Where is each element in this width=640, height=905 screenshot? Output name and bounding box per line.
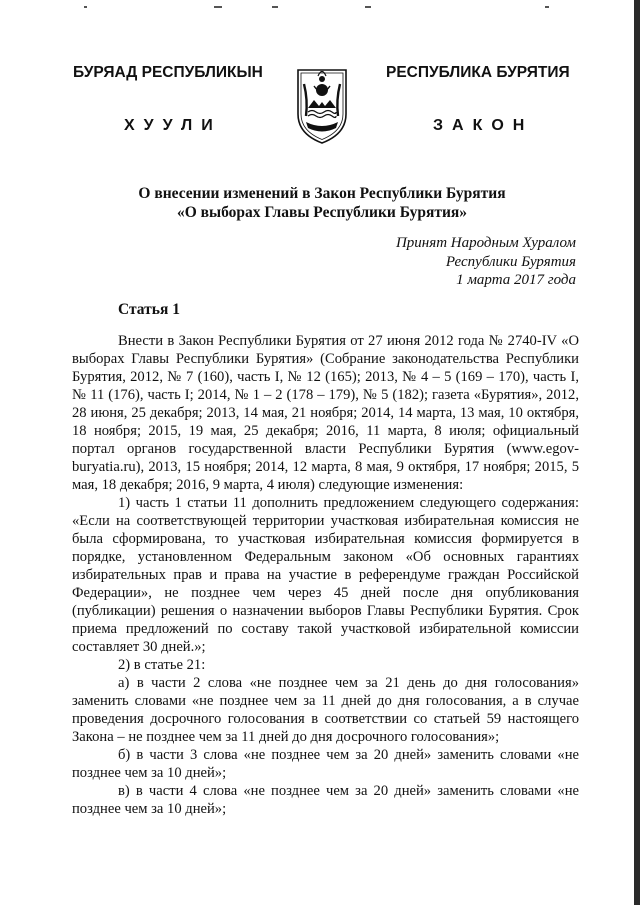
- article-body: [72, 332, 579, 818]
- paragraph: 1) часть 1 статьи 11 дополнить предложением следующего содержания: «Если на соответствующей территории участковая избирательная комиссия не была сформирована, то участковая избирательная комиссия формируется в порядке, установленном Федеральным законом «Об основных гарантиях избирательных прав и права на участие в референдуме граждан Российской Федерации», не позднее чем через 45 дней после дня опубликования (публикации) решения о назначении выборов Главы Республики Бурятия. Срок приема предложений по составу такой участковой избирательной комиссии составляет 30 дней.»;: [72, 495, 579, 655]
- law-title-line2: «О выборах Главы Республики Бурятия»: [176, 204, 468, 221]
- adoption-note: [396, 234, 576, 290]
- paragraph: 2) в статье 21:: [118, 657, 206, 673]
- law-title: [0, 184, 640, 222]
- header-left-republic: БУРЯАД РЕСПУБЛИКЫН: [73, 64, 263, 81]
- law-title-line1: О внесении изменений в Закон Республики Бурятия: [138, 185, 506, 202]
- paragraph: б) в части 3 слова «не позднее чем за 20 дней» заменить словами «не позднее чем за 10 дней»;: [72, 747, 579, 781]
- adoption-line2: Республики Бурятия: [445, 253, 576, 270]
- header-right-republic: РЕСПУБЛИКА БУРЯТИЯ: [386, 64, 570, 81]
- buryatia-coat-of-arms-icon: [292, 64, 352, 146]
- scan-mark: [214, 6, 222, 8]
- scan-mark: [84, 6, 87, 8]
- paragraph: Внести в Закон Республики Бурятия от 27 июня 2012 года № 2740-IV «О выборах Главы Республики Бурятия» (Собрание законодательства Республики Бурятия, 2012, № 7 (160), часть I, № 12 (165); 2013, № 4 – 5 (169 – 170), часть I, № 11 (176), часть I; 2014, № 1 – 2 (178 – 179), № 5 (182); газета «Бурятия», 2012, 28 июня, 25 декабря; 2013, 14 мая, 21 ноября; 2014, 14 марта, 13 мая, 10 октября, 18 ноября; 2015, 19 мая, 25 декабря; 2016, 11 марта, 8 июля; официальный портал органов государственной власти Республики Бурятия (www.egov-buryatia.ru), 2013, 15 ноября; 2014, 12 марта, 8 мая, 9 октября, 17 ноября; 2015, 5 мая, 18 декабря; 2016, 9 марта, 4 июля) следующие изменения:: [72, 333, 579, 493]
- paragraph: а) в части 2 слова «не позднее чем за 21 день до дня голосования» заменить словами «не позднее чем за 11 дней до дня голосования, а в случае проведения досрочного голосования в соответствии со статьей 59 настоящего Закона – не позднее чем за 11 дней до дня досрочного голосования»;: [72, 675, 579, 745]
- paragraph: в) в части 4 слова «не позднее чем за 20 дней» заменить словами «не позднее чем за 10 дней»;: [72, 783, 579, 817]
- header-right-law: ЗАКОН: [433, 117, 534, 134]
- adoption-line1: Принят Народным Хуралом: [395, 235, 576, 251]
- scan-edge-shadow: [634, 0, 640, 905]
- header-left-law: ХУУЛИ: [124, 117, 222, 134]
- scan-mark: [365, 6, 371, 8]
- article-heading: Статья 1: [118, 301, 180, 318]
- scan-mark: [272, 6, 278, 8]
- adoption-line3: 1 марта 2017 года: [456, 272, 576, 288]
- scan-mark: [545, 6, 549, 8]
